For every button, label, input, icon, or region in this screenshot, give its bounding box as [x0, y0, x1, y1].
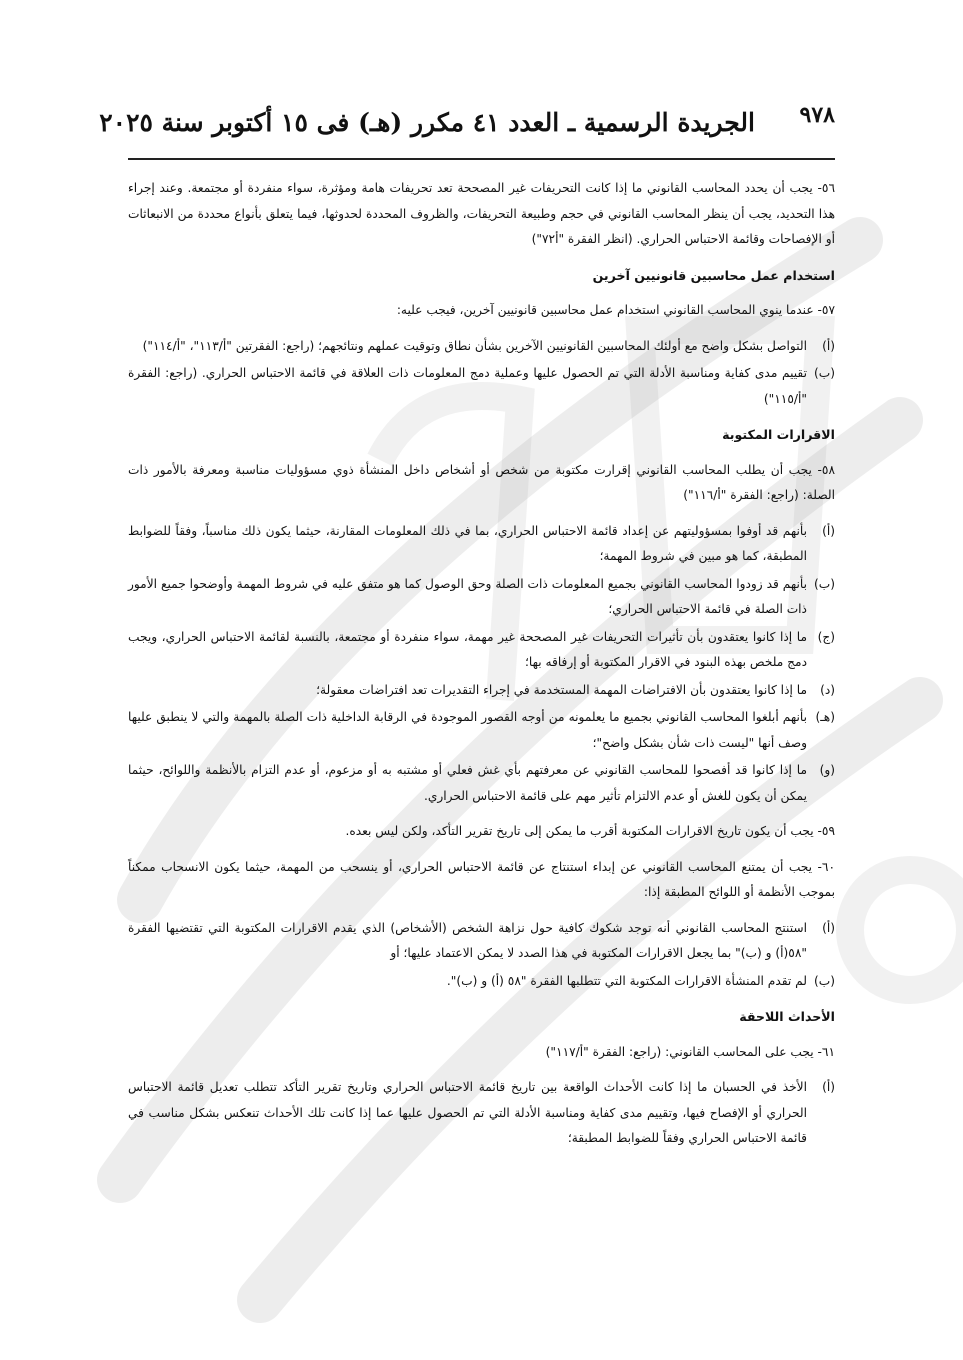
- list-item: [128, 361, 835, 412]
- list-item-label: (هـ): [815, 710, 835, 724]
- list-item: [128, 519, 835, 570]
- list-item-text: بأنهم قد أوفوا بمسؤوليتهم عن إعداد قائمة الاحتباس الحراري، بما في ذلك المعلومات المقارنة، حيثما يكون ذلك مناسباً، وفقاً للضوابط المطبقة، كما هو مبين في شروط المهمة؛: [128, 523, 807, 563]
- page-header: [99, 100, 835, 160]
- paragraph-61: ٦١- يجب على المحاسب القانوني: (راجع: الفقرة "أ/١١٧"): [545, 1044, 835, 1059]
- gazette-title: الجريدة الرسمية ـ العدد ٤١ مكرر (هـ) فى ١٥ أكتوبر سنة ٢٠٢٥: [99, 108, 755, 137]
- list-item: [128, 625, 835, 676]
- section-heading-other-accountants: استخدام عمل محاسبين قانونيين آخرين: [592, 267, 835, 283]
- paragraph-59: ٥٩- يجب أن يكون تاريخ الاقرارات المكتوبة أقرب ما يمكن إلى تاريخ تقرير التأكد، ولكن ليس بعده.: [345, 824, 835, 838]
- paragraph-56: ٥٦- يجب أن يحدد المحاسب القانوني ما إذا كانت التحريفات غير المصححة تعد تحريفات هامة ومؤثرة، سواء منفردة أو مجتمعة. وعند إجراء هذا التحديد، يجب أن ينظر المحاسب القانوني في حجم وطبيعة التحريفات، والظروف المحددة لحدوثها، فيما يتعلق بأنواع محددة من الانبعاثات أو الإفصاحات وقائمة الاحتباس الحراري. (انظر الفقرة "أ٧٢"): [128, 181, 835, 246]
- list-item-label: (ج): [817, 629, 835, 644]
- list-item: [128, 678, 835, 704]
- list-item-text: بأنهم أبلغوا المحاسب القانوني بجميع ما يعلمونه من أوجه القصور الموجودة في الرقابة الداخلية ذات الصلة بالمهمة والتي لا ينطبق عليها وصف أنها "ليست ذات شأن بشكل واضح"؛: [128, 710, 807, 750]
- list-item-label: (ب): [814, 366, 835, 380]
- list-item-label: (ب): [814, 973, 835, 988]
- list-item: [128, 334, 835, 360]
- section-heading-written-representations: الاقرارات المكتوبة: [722, 427, 835, 442]
- list-item-text: ما إذا كانوا يعتقدون بأن تأثيرات التحريفات غير المصححة غير مهمة، سواء منفردة أو مجتمعة، بالنسبة لقائمة الاحتباس الحراري، ويجب دمج ملخص بهذه البنود في الاقرار المكتوبة أو إرفاقه بها؛: [128, 629, 807, 669]
- paragraph-60: ٦٠- يجب أن يمتنع المحاسب القانوني عن إبداء استنتاج عن قائمة الاحتباس الحراري، أو ينسحب من المهمة، حيثما يكون الانسحاب ممكناً بموجب الأنظمة أو اللوائح المطبقة إذا:: [128, 859, 835, 899]
- list-item: [128, 705, 835, 756]
- list-item-label: (أ): [822, 920, 835, 935]
- list-item-label: (أ): [822, 1080, 835, 1094]
- list-item: [128, 758, 835, 809]
- list-item: [128, 969, 835, 995]
- page-number: ٩٧٨: [799, 102, 835, 128]
- list-item-label: (ب): [814, 576, 835, 591]
- paragraph-57-items: [128, 334, 835, 413]
- list-item-text: تقييم مدى كفاية ومناسبة الأدلة التي تم الحصول عليها وعملية دمج المعلومات ذات العلاقة في قائمة الاحتباس الحراري. (راجع: الفقرة "أ/١١٥"): [128, 366, 807, 406]
- list-item-text: ما إذا كانوا يعتقدون بأن الافتراضات المهمة المستخدمة في إجراء التقديرات تعد افتراضات معقولة؛: [316, 682, 807, 697]
- paragraph-58-items: [128, 519, 835, 810]
- list-item: [128, 1075, 835, 1152]
- list-item-text: لم تقدم المنشأة الاقرارات المكتوبة التي تتطلبها الفقرة "٥٨ (أ) و (ب)".: [446, 973, 807, 988]
- paragraph-60-items: [128, 916, 835, 995]
- list-item: [128, 916, 835, 967]
- list-item-text: التواصل بشكل واضح مع أولئك المحاسبين القانونيين الآخرين بشأن نطاق وتوقيت عملهم ونتائجهم؛ (راجع: الفقرتين "أ/١١٣"، "أ/١١٤"): [142, 338, 807, 353]
- paragraph-58: ٥٨- يجب أن يطلب المحاسب القانوني إقرارت مكتوبة من شخص أو أشخاص داخل المنشأة ذوي مسؤوليات مناسبة ومعرفة بالأمور ذات الصلة: (راجع: الفقرة "أ/١١٦"): [128, 462, 835, 502]
- section-heading-subsequent-events: الأحداث اللاحقة: [739, 1009, 835, 1024]
- list-item-label: (أ): [822, 338, 835, 353]
- list-item-text: استنتج المحاسب القانوني أنه توجد شكوك كافية حول نزاهة الشخص (الأشخاص) الذي يقدم الاقرارات المكتوبة التي تقتضيها الفقرة "٥٨(أ) و (ب)" بما يجعل الاقرارات المكتوبة في هذا الصدد لا يمكن الاعتماد عليها؛ أو: [128, 920, 807, 960]
- paragraph-61-items: [128, 1075, 835, 1152]
- list-item-label: (أ): [822, 523, 835, 538]
- list-item-text: ما إذا كانوا قد أفصحوا للمحاسب القانوني عن معرفتهم بأي غش فعلي أو مشتبه به أو مزعوم، أو عدم التزام بالأنظمة واللوائح، حيثما يمكن أن يكون للغش أو عدم الالتزام تأثير مهم على قائمة الاحتباس الحراري.: [128, 763, 807, 803]
- document-body: [128, 176, 835, 1162]
- list-item: [128, 572, 835, 623]
- list-item-text: الأخذ في الحسبان ما إذا كانت الأحداث الواقعة بين تاريخ قائمة الاحتباس الحراري وتاريخ تقرير التأكد تتطلب تعديل قائمة الاحتباس الحراري أو الإفصاح فيها، وتقييم مدى كفاية ومناسبة الأدلة التي تم الحصول عليها عما إذا كانت تلك الأحداث تنعكس بشكل مناسب في قائمة الاحتباس الحراري وفقاً للضوابط المطبقة؛: [128, 1080, 807, 1145]
- list-item-label: (و): [819, 763, 835, 777]
- paragraph-57: ٥٧- عندما ينوي المحاسب القانوني استخدام عمل محاسبين قانونيين آخرين، فيجب عليه:: [396, 303, 835, 317]
- list-item-label: (د): [820, 682, 835, 697]
- list-item-text: بأنهم قد زودوا المحاسب القانوني بجميع المعلومات ذات الصلة وحق الوصول كما هو متفق عليه في شروط المهمة وأوضحوا جميع الأمور ذات الصلة في قائمة الاحتباس الحراري؛: [128, 576, 807, 616]
